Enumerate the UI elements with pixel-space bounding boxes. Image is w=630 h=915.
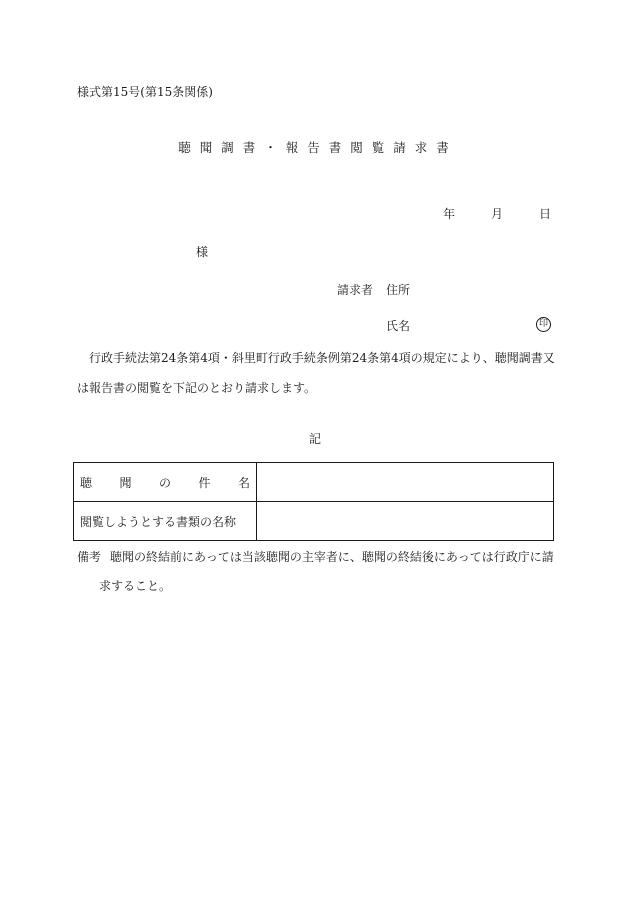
table-row xyxy=(74,463,554,502)
date-year-label: 年 xyxy=(443,207,456,221)
ki-heading: 記 xyxy=(308,432,321,446)
table-row xyxy=(74,502,554,541)
addressee-suffix: 様 xyxy=(196,245,209,259)
request-statement: 行政手続法第24条第4項・斜里町行政手続条例第24条第4項の規定により、聴聞調書又は報告書の閲覧を下記のとおり請求します。 xyxy=(77,351,555,395)
label-text: 閲覧しようとする書類の名称 xyxy=(80,514,237,529)
seal-mark: 印 xyxy=(536,317,551,332)
remarks-text-line2: 求すること。 xyxy=(99,579,172,593)
label-char: 聴 xyxy=(80,475,93,490)
document-title: 聴聞調書・報告書閲覧請求書 xyxy=(178,140,458,155)
address-label: 住所 xyxy=(386,283,411,297)
requester-label: 請求者 xyxy=(337,283,374,297)
label-char: 聞 xyxy=(119,475,132,490)
document-name-label xyxy=(74,502,257,541)
document-name-field[interactable] xyxy=(257,502,554,541)
remarks-label: 備考 xyxy=(77,550,102,564)
remarks-text-line1: 聴聞の終結前にあっては当該聴聞の主宰者に、聴聞の終結後にあっては行政庁に請 xyxy=(110,550,554,564)
form-number: 様式第15号(第15条関係) xyxy=(77,85,213,99)
date-day-label: 日 xyxy=(539,207,552,221)
name-label: 氏名 xyxy=(386,319,411,333)
hearing-subject-label xyxy=(74,463,257,502)
label-char: 件 xyxy=(198,475,211,490)
label-char: の xyxy=(158,475,171,490)
hearing-subject-field[interactable] xyxy=(257,463,554,502)
request-table xyxy=(73,462,554,541)
label-char: 名 xyxy=(237,475,250,490)
date-month-label: 月 xyxy=(491,207,504,221)
